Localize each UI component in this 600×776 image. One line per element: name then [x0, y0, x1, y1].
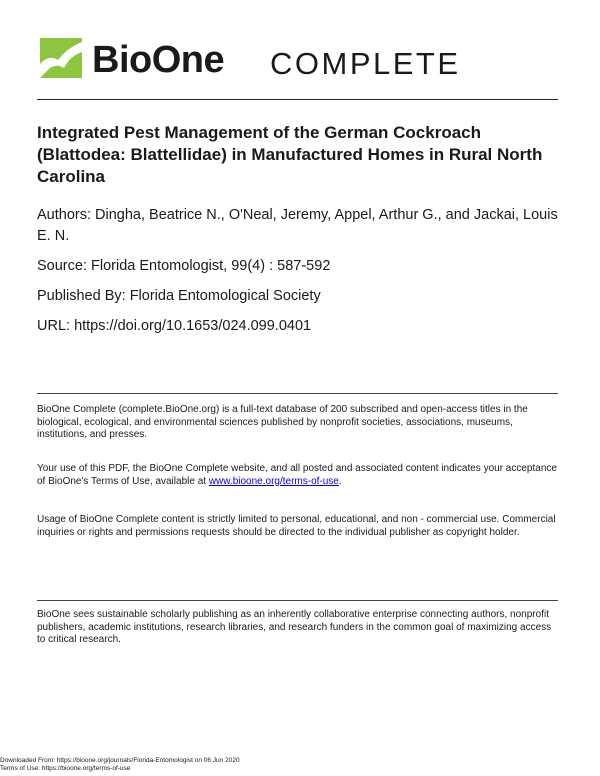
article-authors: Authors: Dingha, Beatrice N., O'Neal, Jeremy, Appel, Arthur G., and Jackai, Louis E. N. [37, 207, 558, 244]
notice-terms-text: Your use of this PDF, the BioOne Complete website, and all posted and associated content indicates your acceptance of BioOne's Terms of Use, available at [37, 463, 557, 487]
logo-text-bioone: BioOne [92, 39, 225, 81]
terms-of-use-link[interactable]: www.bioone.org/terms-of-use [208, 475, 339, 487]
article-publisher: Published By: Florida Entomological Society [37, 288, 321, 304]
notice-mission: BioOne sees sustainable scholarly publishing as an inherently collaborative enterprise connecting authors, nonprofit publishers, academic institutions, research libraries, and research funders in the common goal of maximizing access to critical research. [37, 609, 552, 645]
notice-terms [37, 463, 558, 488]
footer-terms: Terms of Use: https://bioone.org/terms-of-use [0, 765, 131, 772]
article-source: Source: Florida Entomologist, 99(4) : 587-592 [37, 258, 331, 274]
header-divider [37, 99, 558, 100]
bioone-logo [40, 38, 460, 80]
notice-divider-bottom [37, 600, 558, 601]
article-title: Integrated Pest Management of the German Cockroach (Blattodea: Blattellidae) in Manufactured Homes in Rural North Carolina [37, 123, 543, 186]
bioone-leaf-icon [40, 38, 82, 78]
notice-usage: Usage of BioOne Complete content is strictly limited to personal, educational, and non - commercial use. Commercial inquiries or rights and permissions requests should be directed to the individual publisher as copyright holder. [37, 514, 556, 538]
notice-divider-top [37, 393, 558, 394]
logo-text-complete: COMPLETE [270, 46, 461, 81]
notice-terms-end: . [338, 475, 342, 487]
notice-about: BioOne Complete (complete.BioOne.org) is a full-text database of 200 subscribed and open-access titles in the biological, ecological, and environmental sciences published by nonprofit societies, associations, museums, institutions, and presses. [37, 404, 528, 440]
footer-downloaded: Downloaded From: https://bioone.org/journals/Florida-Entomologist on 06 Jun 2020 [0, 757, 240, 764]
article-url[interactable]: URL: https://doi.org/10.1653/024.099.0401 [37, 318, 312, 334]
